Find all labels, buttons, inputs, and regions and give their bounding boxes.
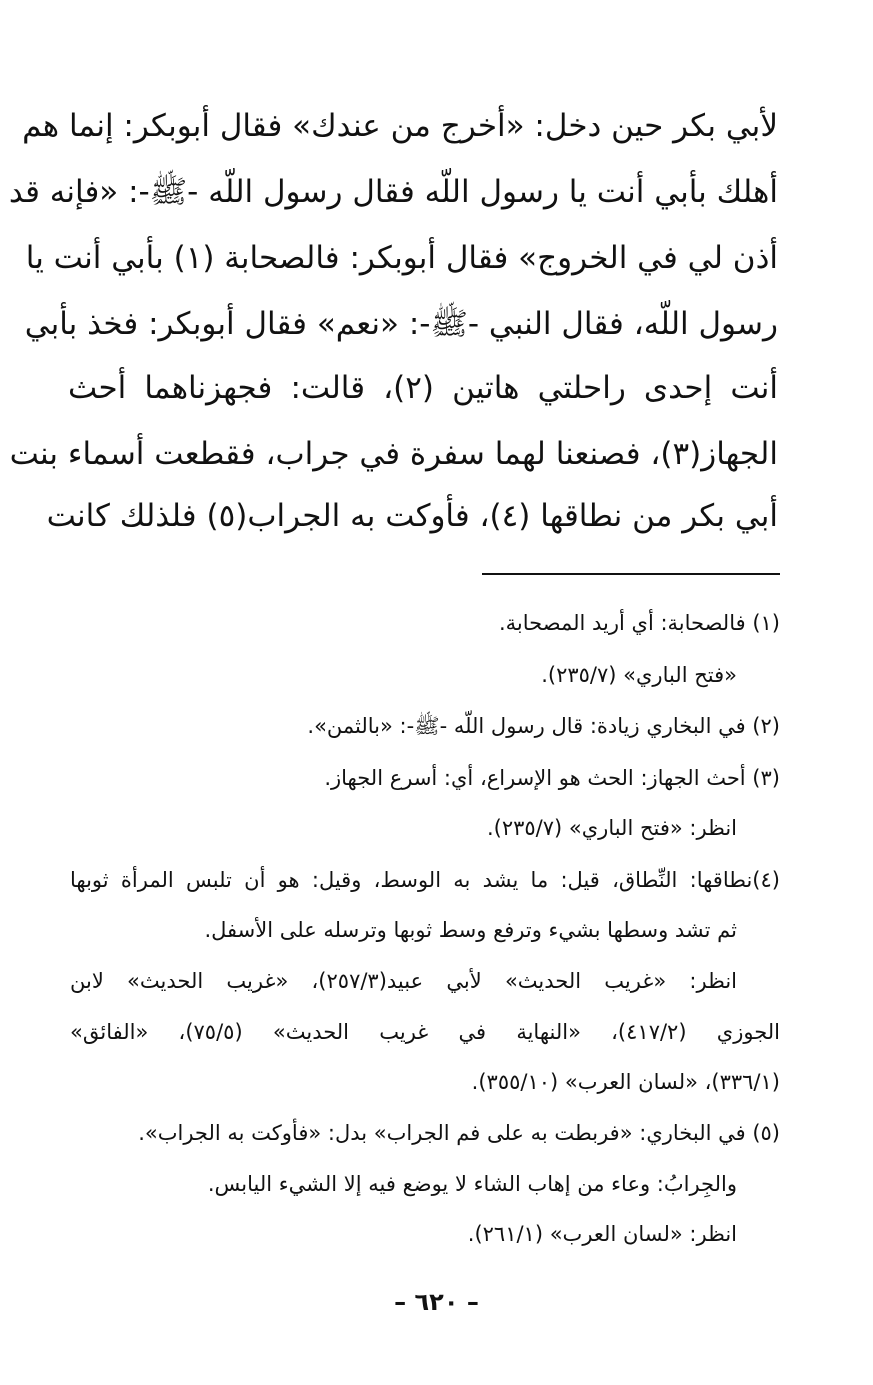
- footnote-4-ref-1: انظر: «غريب الحديث» لأبي عبيد(٢٥٧/٣)، «غريب الحديث» لابن: [70, 969, 737, 993]
- footnote-5-ref: انظر: «لسان العرب» (٢٦١/١).: [467, 1222, 737, 1246]
- footnote-4-ref-2: الجوزي (٤١٧/٢)، «النهاية في غريب الحديث» (٧٥/٥)، «الفائق»: [70, 1020, 780, 1044]
- footnote-4: (٤)نطاقها: النِّطاق، قيل: ما يشد به الوسط، وقيل: هو أن تلبس المرأة ثوبها: [70, 868, 780, 892]
- footnote-2: (٢) في البخاري زيادة: قال رسول اللّه -ﷺ-: «بالثمن».: [307, 714, 780, 738]
- footnote-5-cont: والجِرابُ: وعاء من إهاب الشاء لا يوضع فيه إلا الشيء اليابس.: [207, 1172, 737, 1196]
- body-line-2: أهلك بأبي أنت يا رسول اللّه فقال رسول اللّه -ﷺ-: «فإنه قد: [8, 174, 778, 210]
- footnote-3-ref: انظر: «فتح الباري» (٢٣٥/٧).: [486, 816, 737, 840]
- body-line-5: أنت إحدى راحلتي هاتين (٢)، قالت: فجهزناهما أحث: [68, 370, 779, 406]
- footnote-4-ref-3: (٣٣٦/١)، «لسان العرب» (٣٥٥/١٠).: [471, 1070, 780, 1094]
- body-line-6: الجهاز(٣)، فصنعنا لهما سفرة في جراب، فقطعت أسماء بنت: [9, 436, 778, 472]
- footnote-1-ref: «فتح الباري» (٢٣٥/٧).: [541, 663, 737, 687]
- footnote-divider: [482, 573, 780, 575]
- page-number: – ٦٢٠ –: [394, 1288, 479, 1316]
- body-line-3: أذن لي في الخروج» فقال أبوبكر: فالصحابة (١) بأبي أنت يا: [25, 240, 778, 276]
- body-line-1: لأبي بكر حين دخل: «أخرج من عندك» فقال أبوبكر: إنما هم: [22, 108, 778, 144]
- footnote-1: (١) فالصحابة: أي أريد المصحابة.: [499, 611, 780, 635]
- footnote-5: (٥) في البخاري: «فربطت به على فم الجراب» بدل: «فأوكت به الجراب».: [138, 1121, 780, 1145]
- body-line-4: رسول اللّه، فقال النبي -ﷺ-: «نعم» فقال أبوبكر: فخذ بأبي: [24, 306, 778, 342]
- footnote-3: (٣) أحث الجهاز: الحث هو الإسراع، أي: أسرع الجهاز.: [324, 766, 780, 790]
- footnote-4-cont: ثم تشد وسطها بشيء وترفع وسط ثوبها وترسله على الأسفل.: [204, 918, 737, 942]
- body-line-7: أبي بكر من نطاقها (٤)، فأوكت به الجراب(٥) فلذلك كانت: [46, 498, 778, 534]
